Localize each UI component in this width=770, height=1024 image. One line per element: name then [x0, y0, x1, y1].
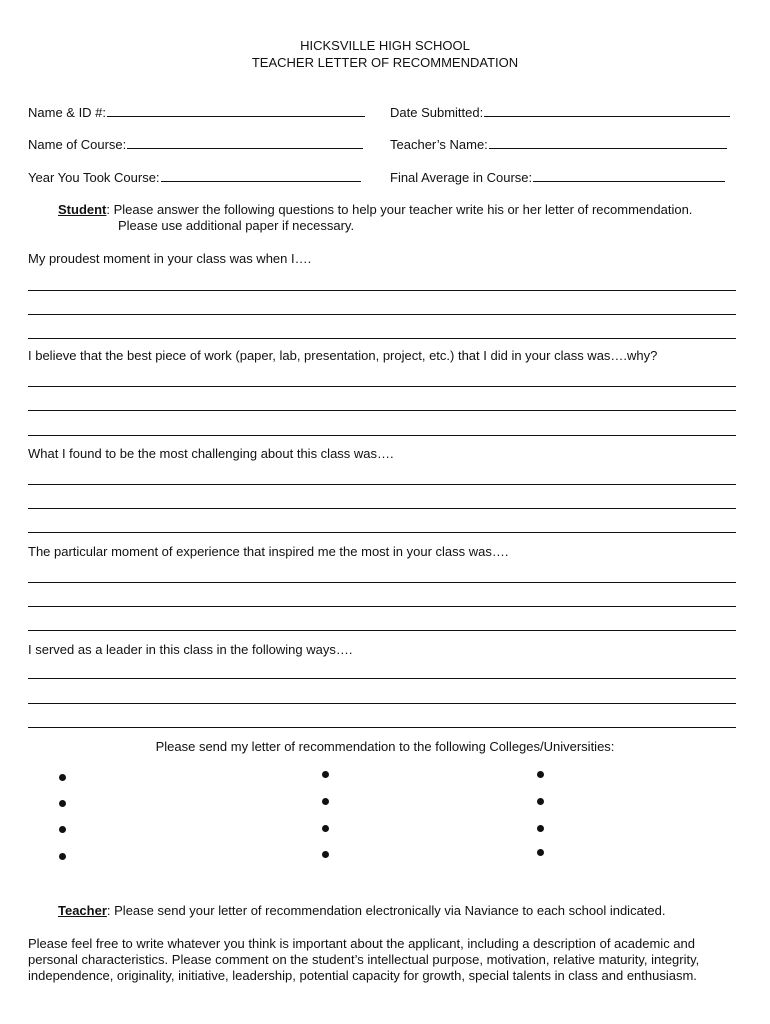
teacher-instructions-text: : Please send your letter of recommendation electronically via Naviance to each school indicated. [106, 903, 666, 918]
answer-line[interactable] [28, 410, 736, 411]
student-label: Student [58, 202, 107, 217]
course-name-label: Name of Course: [28, 137, 127, 152]
name-id-field[interactable] [28, 104, 365, 120]
college-bullet-icon [322, 825, 329, 832]
answer-line[interactable] [28, 532, 736, 533]
form-title: TEACHER LETTER OF RECOMMENDATION [251, 55, 519, 70]
teacher-name-field[interactable] [390, 136, 727, 152]
answer-line[interactable] [28, 290, 736, 291]
college-bullet-icon [537, 825, 544, 832]
answer-line[interactable] [28, 630, 736, 631]
teacher-name-blank[interactable] [489, 136, 727, 149]
answer-line[interactable] [28, 484, 736, 485]
student-instructions-text: : Please answer the following questions to help your teacher write his or her letter of recommendation. [106, 202, 693, 217]
name-id-label: Name & ID #: [28, 105, 107, 120]
question-1: My proudest moment in your class was when I…. [28, 251, 312, 266]
date-submitted-label: Date Submitted: [390, 105, 484, 120]
date-submitted-blank[interactable] [484, 104, 730, 117]
college-bullet-icon [59, 800, 66, 807]
college-bullet-icon [59, 826, 66, 833]
answer-line[interactable] [28, 338, 736, 339]
teacher-name-label: Teacher’s Name: [390, 137, 488, 152]
college-bullet-icon [322, 851, 329, 858]
teacher-instructions [58, 903, 666, 918]
question-5: I served as a leader in this class in the following ways…. [28, 642, 353, 657]
teacher-label: Teacher [58, 903, 107, 918]
answer-line[interactable] [28, 314, 736, 315]
answer-line[interactable] [28, 582, 736, 583]
college-bullet-icon [59, 853, 66, 860]
course-name-blank[interactable] [127, 136, 363, 149]
student-instructions-text2: Please use additional paper if necessary. [118, 218, 355, 233]
course-name-field[interactable] [28, 136, 363, 152]
answer-line[interactable] [28, 727, 736, 728]
year-took-field[interactable] [28, 169, 361, 185]
closing-paragraph: Please feel free to write whatever you think is important about the applicant, including a description of academic and personal characteristics. Please comment on the student’s intellectual purpose, motivation, relative maturity, integrity, independence, originality, initiative, leadership, potential capacity for growth, special talents in class and enthusiasm. [28, 936, 700, 983]
answer-line[interactable] [28, 508, 736, 509]
question-4: The particular moment of experience that inspired me the most in your class was…. [28, 544, 509, 559]
school-name: HICKSVILLE HIGH SCHOOL [300, 38, 470, 53]
date-submitted-field[interactable] [390, 104, 730, 120]
question-2: I believe that the best piece of work (paper, lab, presentation, project, etc.) that I did in your class was….why? [28, 348, 658, 363]
final-average-label: Final Average in Course: [390, 170, 533, 185]
question-3: What I found to be the most challenging about this class was…. [28, 446, 394, 461]
year-took-label: Year You Took Course: [28, 170, 160, 185]
answer-line[interactable] [28, 435, 736, 436]
answer-line[interactable] [28, 678, 736, 679]
college-bullet-icon [322, 771, 329, 778]
final-average-blank[interactable] [533, 169, 725, 182]
colleges-prompt: Please send my letter of recommendation to the following Colleges/Universities: [155, 739, 615, 754]
answer-line[interactable] [28, 606, 736, 607]
college-bullet-icon [322, 798, 329, 805]
student-instructions [58, 202, 692, 217]
answer-line[interactable] [28, 703, 736, 704]
name-id-blank[interactable] [107, 104, 365, 117]
college-bullet-icon [59, 774, 66, 781]
answer-line[interactable] [28, 386, 736, 387]
final-average-field[interactable] [390, 169, 725, 185]
college-bullet-icon [537, 771, 544, 778]
college-bullet-icon [537, 849, 544, 856]
year-took-blank[interactable] [161, 169, 361, 182]
college-bullet-icon [537, 798, 544, 805]
